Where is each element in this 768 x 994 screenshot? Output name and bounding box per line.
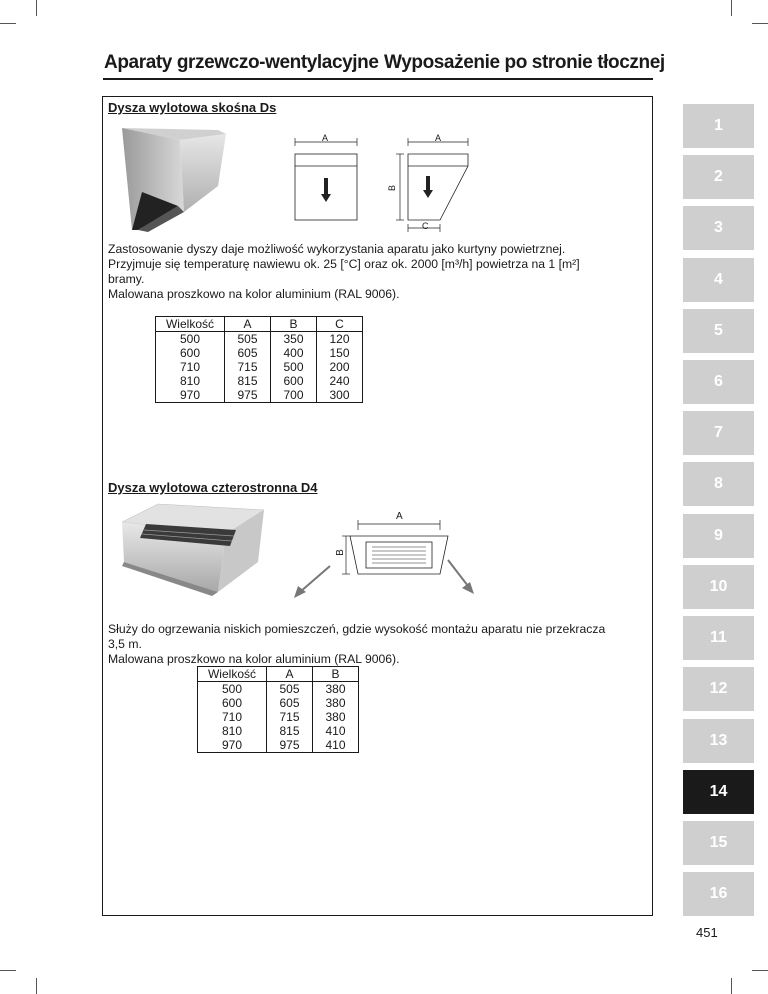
- table-row: [198, 724, 359, 738]
- side-label-c: C: [422, 221, 429, 231]
- section2-dimension-table: [197, 666, 359, 753]
- chapter-tab-6[interactable]: 6: [683, 360, 754, 404]
- chapter-tab-11[interactable]: 11: [683, 616, 754, 660]
- section1-title: Dysza wylotowa skośna Ds: [108, 100, 277, 115]
- table-cell: 500: [198, 682, 267, 697]
- section1-line: bramy.: [108, 272, 145, 286]
- table-cell: 700: [271, 388, 317, 403]
- page-number: 451: [696, 925, 718, 940]
- crop-mark: [36, 0, 37, 16]
- table-cell: 410: [313, 738, 359, 753]
- table-row: [156, 374, 363, 388]
- section1-line: Malowana proszkowo na kolor aluminium (RAL 9006).: [108, 287, 400, 301]
- header-rule: [103, 78, 653, 80]
- table-cell: 975: [225, 388, 271, 403]
- table-row: [198, 682, 359, 697]
- table-cell: 600: [198, 696, 267, 710]
- table-cell: 380: [313, 710, 359, 724]
- table-row: [156, 388, 363, 403]
- table-header: B: [313, 667, 359, 682]
- chapter-tab-13[interactable]: 13: [683, 719, 754, 763]
- table-row: [156, 332, 363, 347]
- table-cell: 810: [198, 724, 267, 738]
- section1-description: [108, 242, 643, 302]
- table-cell: 505: [267, 682, 313, 697]
- table-header: A: [267, 667, 313, 682]
- slanted-nozzle-photo: [118, 126, 230, 234]
- section2-title: Dysza wylotowa czterostronna D4: [108, 480, 318, 495]
- table-cell: 240: [317, 374, 363, 388]
- table-header-row: [198, 667, 359, 682]
- table-cell: 500: [156, 332, 225, 347]
- chapter-tab-16[interactable]: 16: [683, 872, 754, 916]
- chapter-tab-12[interactable]: 12: [683, 667, 754, 711]
- table-cell: 300: [317, 388, 363, 403]
- section1-line: Przyjmuje się temperaturę nawiewu ok. 25 [°C] oraz ok. 2000 [m³/h] powietrza na 1 [m²]: [108, 257, 580, 271]
- table-cell: 120: [317, 332, 363, 347]
- crop-mark: [752, 23, 768, 24]
- section2-description: [108, 622, 643, 667]
- table-header: B: [271, 317, 317, 332]
- table-cell: 815: [267, 724, 313, 738]
- slanted-nozzle-front-view: [288, 134, 368, 224]
- table-cell: 600: [271, 374, 317, 388]
- table-header: C: [317, 317, 363, 332]
- section1-line: Zastosowanie dyszy daje możliwość wykorzystania aparatu jako kurtyny powietrznej.: [108, 242, 566, 256]
- chapter-tab-3[interactable]: 3: [683, 206, 754, 250]
- side-label-a: A: [435, 133, 442, 143]
- section2-line: Służy do ogrzewania niskich pomieszczeń, gdzie wysokość montażu aparatu nie przekracza: [108, 622, 606, 636]
- table-cell: 715: [225, 360, 271, 374]
- chapter-tab-8[interactable]: 8: [683, 462, 754, 506]
- header-left-title: Aparaty grzewczo-wentylacyjne: [104, 52, 379, 73]
- section1-dimension-table: [155, 316, 363, 403]
- chapter-tab-15[interactable]: 15: [683, 821, 754, 865]
- table-header: Wielkość: [156, 317, 225, 332]
- section2-line: 3,5 m.: [108, 637, 142, 651]
- d4-label-a: A: [396, 511, 403, 522]
- table-header: A: [225, 317, 271, 332]
- crop-mark: [36, 978, 37, 994]
- table-cell: 975: [267, 738, 313, 753]
- header-right-title: Wyposażenie po stronie tłocznej: [384, 52, 665, 73]
- crop-mark: [0, 970, 16, 971]
- chapter-tab-10[interactable]: 10: [683, 565, 754, 609]
- crop-mark: [731, 0, 732, 16]
- chapter-tab-4[interactable]: 4: [683, 258, 754, 302]
- chapter-tab-7[interactable]: 7: [683, 411, 754, 455]
- table-cell: 505: [225, 332, 271, 347]
- table-cell: 715: [267, 710, 313, 724]
- table-cell: 350: [271, 332, 317, 347]
- table-cell: 605: [225, 346, 271, 360]
- table-row: [198, 710, 359, 724]
- table-cell: 970: [198, 738, 267, 753]
- crop-mark: [752, 970, 768, 971]
- table-cell: 605: [267, 696, 313, 710]
- table-cell: 380: [313, 696, 359, 710]
- chapter-tab-2[interactable]: 2: [683, 155, 754, 199]
- crop-mark: [731, 978, 732, 994]
- table-cell: 815: [225, 374, 271, 388]
- side-label-b: B: [387, 184, 398, 192]
- chapter-tab-9[interactable]: 9: [683, 514, 754, 558]
- table-cell: 500: [271, 360, 317, 374]
- four-way-nozzle-diagram: [290, 512, 478, 602]
- table-row: [156, 346, 363, 360]
- d4-label-b: B: [334, 549, 346, 556]
- crop-mark: [0, 23, 16, 24]
- table-cell: 380: [313, 682, 359, 697]
- chapter-tab-5[interactable]: 5: [683, 309, 754, 353]
- front-label-a: A: [322, 133, 329, 143]
- chapter-tab-1[interactable]: 1: [683, 104, 754, 148]
- four-way-nozzle-photo: [118, 500, 266, 596]
- table-cell: 710: [156, 360, 225, 374]
- table-row: [198, 738, 359, 753]
- chapter-tab-14[interactable]: 14: [683, 770, 754, 814]
- table-cell: 710: [198, 710, 267, 724]
- table-cell: 150: [317, 346, 363, 360]
- table-cell: 600: [156, 346, 225, 360]
- table-cell: 410: [313, 724, 359, 738]
- table-cell: 970: [156, 388, 225, 403]
- table-cell: 400: [271, 346, 317, 360]
- section2-line: Malowana proszkowo na kolor aluminium (RAL 9006).: [108, 652, 400, 666]
- table-header-row: [156, 317, 363, 332]
- table-header: Wielkość: [198, 667, 267, 682]
- table-row: [156, 360, 363, 374]
- slanted-nozzle-side-view: [386, 134, 476, 234]
- table-row: [198, 696, 359, 710]
- table-cell: 810: [156, 374, 225, 388]
- table-cell: 200: [317, 360, 363, 374]
